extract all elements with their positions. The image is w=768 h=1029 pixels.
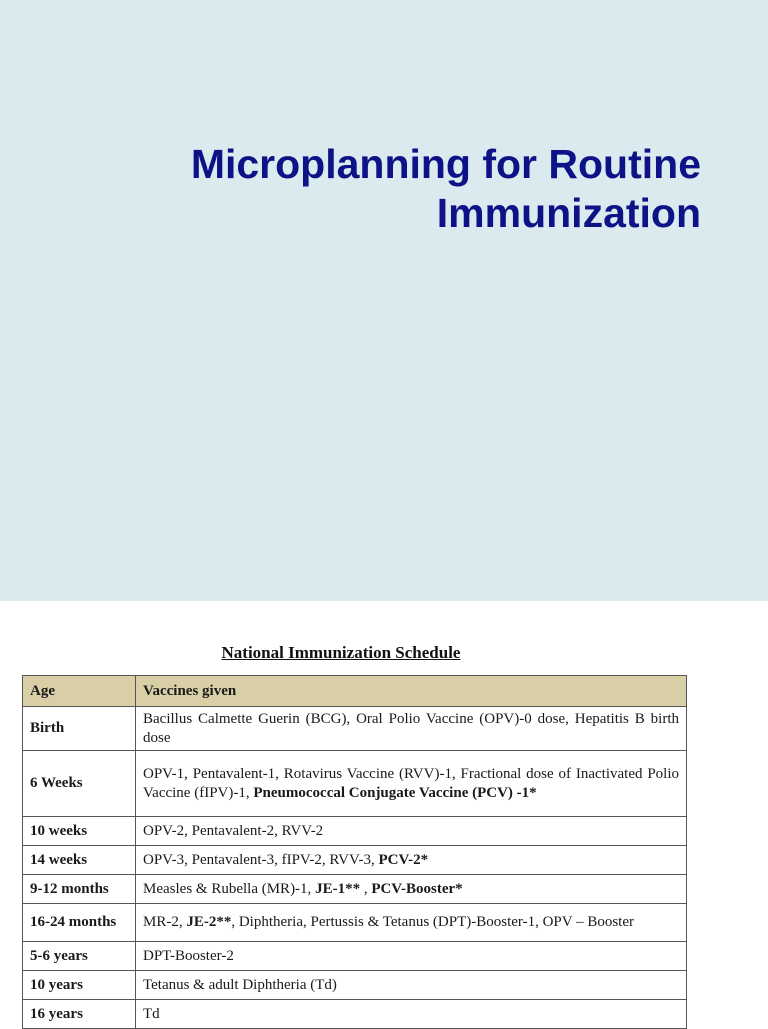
slide-title <box>81 140 701 238</box>
age-cell: 6 Weeks <box>23 751 136 817</box>
age-cell: 16 years <box>23 1000 136 1029</box>
table-row <box>23 817 687 846</box>
age-cell: 5-6 years <box>23 942 136 971</box>
table-row <box>23 971 687 1000</box>
vaccines-cell <box>136 817 687 846</box>
age-cell: 14 weeks <box>23 846 136 875</box>
table-row <box>23 846 687 875</box>
vaccine-text: , <box>360 880 372 897</box>
vaccine-text: Td <box>143 1005 160 1022</box>
vaccine-text: , Diphtheria, Pertussis & Tetanus (DPT)-Booster-1, OPV – Booster <box>231 914 634 930</box>
vaccine-text: Bacillus Calmette Guerin (BCG), Oral Polio Vaccine (OPV)-0 dose, Hepatitis B birth dose <box>143 710 679 746</box>
vaccine-text: PCV-2* <box>378 851 429 868</box>
vaccine-text: OPV-2, Pentavalent-2, RVV-2 <box>143 822 324 839</box>
table-row <box>23 707 687 751</box>
table-row <box>23 875 687 904</box>
column-header-age: Age <box>23 676 136 707</box>
vaccines-cell <box>136 971 687 1000</box>
vaccine-text: JE-2** <box>186 914 232 930</box>
age-cell: 10 weeks <box>23 817 136 846</box>
table-header-row <box>23 676 687 707</box>
vaccine-text: OPV-3, Pentavalent-3, fIPV-2, RVV-3, <box>143 851 379 868</box>
age-cell: 10 years <box>23 971 136 1000</box>
vaccine-text: PCV-Booster* <box>371 880 463 897</box>
vaccine-text: Pneumococcal Conjugate Vaccine (PCV) -1* <box>253 784 537 801</box>
table-row <box>23 904 687 942</box>
vaccine-text: OPV-1, Pentavalent-1, Rotavirus Vaccine (RVV)-1, Fractional dose of Inactivated Polio Vaccine (fIPV)-1, <box>143 765 679 801</box>
vaccine-text: DPT-Booster-2 <box>143 947 234 964</box>
vaccine-text: Measles & Rubella (MR)-1, <box>143 880 316 897</box>
vaccine-text: JE-1** <box>315 880 361 897</box>
vaccines-cell <box>136 875 687 904</box>
vaccines-cell <box>136 846 687 875</box>
vaccines-cell <box>136 942 687 971</box>
vaccines-cell <box>136 904 687 942</box>
immunization-table <box>22 675 687 1029</box>
vaccine-text: MR-2, <box>143 914 187 930</box>
column-header-vaccines: Vaccines given <box>136 676 687 707</box>
vaccines-cell <box>136 1000 687 1029</box>
table-row <box>23 942 687 971</box>
table-row <box>23 751 687 817</box>
table-row <box>23 1000 687 1029</box>
schedule-heading: National Immunization Schedule <box>221 643 461 662</box>
title-line-2: Immunization <box>436 190 701 236</box>
age-cell: 9-12 months <box>23 875 136 904</box>
vaccines-cell <box>136 751 687 817</box>
age-cell: 16-24 months <box>23 904 136 942</box>
vaccine-text: Tetanus & adult Diphtheria (Td) <box>143 976 337 993</box>
title-line-1: Microplanning for Routine <box>190 141 701 187</box>
age-cell: Birth <box>23 707 136 751</box>
vaccines-cell <box>136 707 687 751</box>
